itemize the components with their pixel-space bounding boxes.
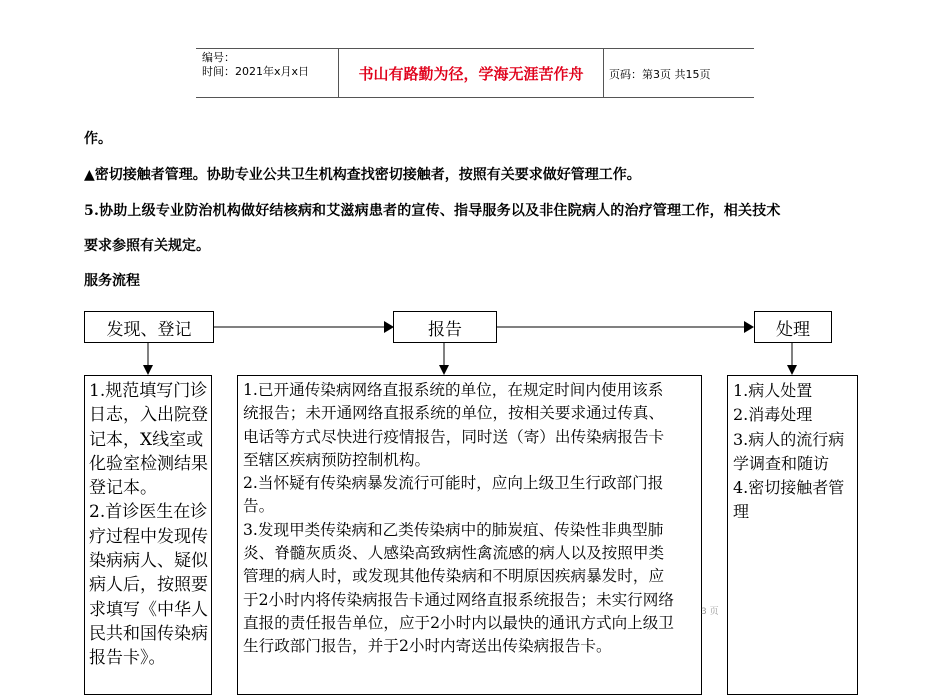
paragraph-contact-management: ▲密切接触者管理。协助专业公共卫生机构查找密切接触者，按照有关要求做好管理工作。 bbox=[84, 167, 641, 183]
stray-page-text: 3 页 bbox=[701, 607, 719, 617]
paragraph-item-5: 5.协助上级专业防治机构做好结核病和艾滋病患者的宣传、指导服务以及非住院病人的治疗管理工作，相关技术 bbox=[84, 203, 781, 219]
handle-line: 理 bbox=[733, 502, 750, 522]
section-title: 服务流程 bbox=[84, 273, 140, 289]
report-line: 至辖区疾病预防控制机构。 bbox=[243, 450, 431, 469]
register-line: 日志，入出院登 bbox=[89, 405, 208, 426]
handle-line: 1.病人处置 bbox=[733, 381, 813, 400]
report-line: 生行政部门报告，并于2小时内寄送出传染病报告卡。 bbox=[243, 637, 612, 656]
header-motto: 书山有路勤为径，学海无涯苦作舟 bbox=[338, 49, 604, 97]
time-label: 时间：2021年x月x日 bbox=[202, 65, 310, 78]
number-label: 编号： bbox=[202, 51, 235, 64]
paragraph-item-5-cont: 要求参照有关规定。 bbox=[84, 238, 210, 254]
register-line: 病人后，按照要 bbox=[89, 575, 208, 596]
register-line: 染病病人、疑似 bbox=[89, 551, 208, 572]
handle-line: 2.消毒处理 bbox=[733, 405, 813, 425]
register-line: 登记本。 bbox=[89, 478, 157, 499]
report-line: 3.发现甲类传染病和乙类传染病中的肺炭疽、传染性非典型肺 bbox=[243, 520, 664, 539]
report-line: 统报告；未开通网络直报系统的单位，按相关要求通过传真、 bbox=[243, 404, 665, 423]
handle-line: 3.病人的流行病 bbox=[733, 429, 845, 449]
report-line: 直报的责任报告单位，应于2小时内以最快的通讯方式向上级卫 bbox=[243, 613, 674, 632]
register-details bbox=[84, 375, 212, 695]
report-line: 电话等方式尽快进行疫情报告，同时送（寄）出传染病报告卡 bbox=[243, 427, 665, 446]
register-line: 化验室检测结果 bbox=[89, 453, 208, 474]
down-arrow-head-col2 bbox=[439, 365, 449, 375]
register-line: 求填写《中华人 bbox=[89, 599, 208, 620]
down-arrow-head-col1 bbox=[143, 365, 153, 375]
handle-line: 学调查和随访 bbox=[733, 453, 830, 473]
report-line: 炎、脊髓灰质炎、人感染高致病性禽流感的病人以及按照甲类 bbox=[243, 544, 665, 563]
report-line: 2.当怀疑有传染病暴发流行可能时，应向上级卫生行政部门报 bbox=[243, 474, 664, 493]
register-line: 报告卡》。 bbox=[89, 648, 166, 669]
handle-details bbox=[727, 375, 858, 695]
paragraph-continuation: 作。 bbox=[84, 131, 112, 147]
register-line: 疗过程中发现传 bbox=[89, 526, 208, 547]
report-line: 1.已开通传染病网络直报系统的单位，在规定时间内使用该系 bbox=[243, 381, 664, 399]
page-info: 页码：第3页 共15页 bbox=[609, 68, 711, 81]
down-arrow-head-col3 bbox=[787, 365, 797, 375]
stage-report: 报告 bbox=[393, 311, 497, 343]
register-line: 民共和国传染病 bbox=[89, 623, 208, 644]
report-line: 于2小时内将传染病报告卡通过网络直报系统报告；未实行网络 bbox=[243, 590, 674, 609]
stage-handle: 处理 bbox=[754, 311, 832, 343]
report-line: 管理的病人时，或发现其他传染病和不明原因疾病暴发时，应 bbox=[243, 567, 665, 586]
arrow-head-handle bbox=[744, 321, 754, 333]
report-details bbox=[237, 375, 702, 695]
register-line: 1.规范填写门诊 bbox=[89, 381, 208, 401]
stage-register: 发现、登记 bbox=[84, 311, 214, 343]
report-line: 告。 bbox=[243, 497, 275, 516]
register-line: 记本，X线室或 bbox=[89, 429, 204, 450]
handle-line: 4.密切接触者管 bbox=[733, 478, 845, 498]
register-line: 2.首诊医生在诊 bbox=[89, 502, 208, 523]
